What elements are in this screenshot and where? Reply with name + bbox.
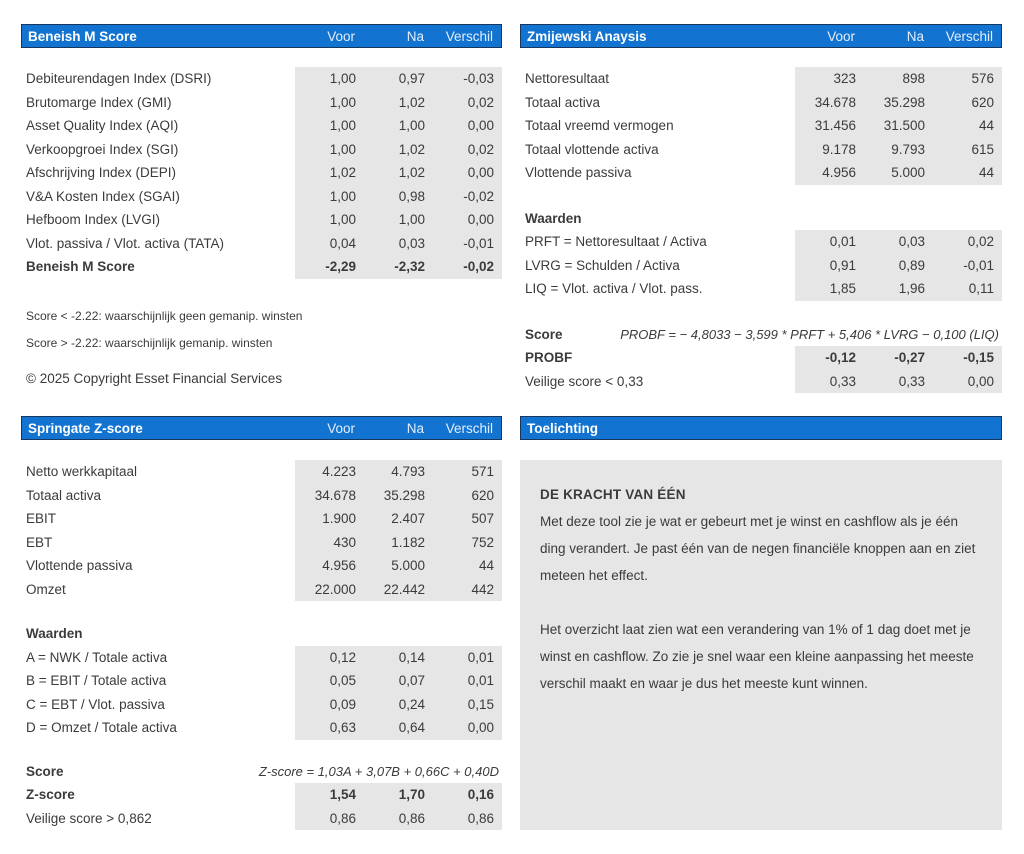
value-verschil: 44 — [933, 161, 1002, 185]
value-verschil: 620 — [933, 91, 1002, 115]
safe-score-row — [21, 807, 502, 831]
row-label: LIQ = Vlot. activa / Vlot. pass. — [525, 281, 703, 296]
springate-panel — [21, 416, 502, 830]
column-header-voor: Voor — [827, 28, 855, 44]
value-verschil: 0,02 — [933, 230, 1002, 254]
note-paragraph-1: Met deze tool zie je wat er gebeurt met je winst en cashflow als je één ding verandert. Je past één van de negen financiële knoppen aan en ziet meteen het effect. — [540, 514, 976, 583]
value-voor: -0,12 — [795, 346, 864, 370]
toelichting-note-box — [520, 460, 1002, 830]
zmijewski-score-row — [520, 323, 1002, 347]
value-na: 0,03 — [864, 230, 933, 254]
value-verschil: 0,11 — [933, 277, 1002, 301]
value-voor: 4.223 — [295, 460, 364, 484]
value-na: 9.793 — [864, 138, 933, 162]
table-row — [21, 208, 502, 232]
row-label: Vlottende passiva — [525, 165, 632, 180]
row-label: Afschrijving Index (DEPI) — [26, 165, 177, 180]
waarden-section-label: Waarden — [525, 210, 582, 226]
value-voor: 1,00 — [295, 138, 364, 162]
value-verschil: 752 — [433, 531, 502, 555]
value-verschil: 615 — [933, 138, 1002, 162]
column-header-voor: Voor — [327, 28, 355, 44]
value-voor: 1,85 — [795, 277, 864, 301]
value-na: 35.298 — [864, 91, 933, 115]
row-label: Veilige score < 0,33 — [525, 373, 644, 389]
table-row — [520, 161, 1002, 185]
value-voor: 0,86 — [295, 807, 364, 831]
value-voor: 4.956 — [295, 554, 364, 578]
table-row — [21, 646, 502, 670]
value-verschil: 0,16 — [433, 783, 502, 807]
table-row — [21, 716, 502, 740]
table-row — [520, 138, 1002, 162]
table-row — [520, 277, 1002, 301]
value-na: 0,14 — [364, 646, 433, 670]
value-voor: 31.456 — [795, 114, 864, 138]
value-voor: 1,00 — [295, 208, 364, 232]
zmijewski-header-bar — [520, 24, 1002, 48]
value-verschil: 442 — [433, 578, 502, 602]
probf-formula: PROBF = − 4,8033 − 3,599 * PRFT + 5,406 * LVRG − 0,100 (LIQ) — [620, 326, 999, 342]
value-voor: 0,04 — [295, 232, 364, 256]
table-row — [21, 91, 502, 115]
zscore-formula: Z-score = 1,03A + 3,07B + 0,66C + 0,40D — [258, 763, 499, 779]
value-na: 0,89 — [864, 254, 933, 278]
value-verschil: 0,86 — [433, 807, 502, 831]
column-header-na: Na — [406, 420, 424, 436]
value-verschil: 571 — [433, 460, 502, 484]
row-label: Totaal vreemd vermogen — [525, 118, 674, 133]
value-verschil: 576 — [933, 67, 1002, 91]
beneish-panel — [21, 24, 502, 388]
value-verschil: 0,00 — [433, 114, 502, 138]
value-voor: 4.956 — [795, 161, 864, 185]
value-verschil: 507 — [433, 507, 502, 531]
row-label: PROBF — [525, 350, 573, 365]
row-label: C = EBT / Vlot. passiva — [26, 696, 165, 712]
row-label: EBIT — [26, 511, 57, 526]
value-na: 31.500 — [864, 114, 933, 138]
table-row — [21, 232, 502, 256]
row-label: Hefboom Index (LVGI) — [26, 212, 161, 227]
value-verschil: 0,00 — [933, 370, 1002, 394]
value-voor: 34.678 — [795, 91, 864, 115]
row-label: Totaal activa — [525, 94, 601, 110]
value-voor: 0,09 — [295, 693, 364, 717]
value-na: 1,96 — [864, 277, 933, 301]
table-row — [21, 507, 502, 531]
table-row — [21, 693, 502, 717]
table-row — [21, 531, 502, 555]
value-voor: 1,00 — [295, 185, 364, 209]
springate-header-bar — [21, 416, 502, 440]
row-label: Veilige score > 0,862 — [26, 810, 152, 826]
toelichting-header-bar — [520, 416, 1002, 440]
row-label: V&A Kosten Index (SGAI) — [26, 188, 180, 204]
probf-row — [520, 346, 1002, 370]
table-row — [520, 114, 1002, 138]
row-label: B = EBIT / Totale activa — [26, 673, 167, 688]
value-verschil: 0,00 — [433, 716, 502, 740]
value-voor: 1,00 — [295, 114, 364, 138]
value-verschil: 44 — [933, 114, 1002, 138]
value-na: 0,07 — [364, 669, 433, 693]
value-na: -2,32 — [364, 255, 433, 279]
value-voor: 1,02 — [295, 161, 364, 185]
table-row — [520, 91, 1002, 115]
table-row — [21, 67, 502, 91]
value-verschil: 0,02 — [433, 138, 502, 162]
value-verschil: -0,15 — [933, 346, 1002, 370]
value-na: 5.000 — [364, 554, 433, 578]
value-na: 22.442 — [364, 578, 433, 602]
value-verschil: 0,00 — [433, 208, 502, 232]
value-voor: 22.000 — [295, 578, 364, 602]
row-label: Verkoopgroei Index (SGI) — [26, 141, 179, 157]
value-verschil: -0,03 — [433, 67, 502, 91]
value-na: 0,64 — [364, 716, 433, 740]
value-na: 0,24 — [364, 693, 433, 717]
row-label: Vlot. passiva / Vlot. activa (TATA) — [26, 235, 225, 251]
value-verschil: -0,01 — [433, 232, 502, 256]
table-row — [21, 161, 502, 185]
value-na: 0,03 — [364, 232, 433, 256]
value-voor: 1,00 — [295, 91, 364, 115]
row-label: Beneish M Score — [26, 259, 135, 274]
value-voor: 1,00 — [295, 67, 364, 91]
column-header-verschil: Verschil — [445, 28, 493, 44]
column-header-na: Na — [906, 28, 924, 44]
value-verschil: -0,01 — [933, 254, 1002, 278]
table-row — [21, 460, 502, 484]
row-label: Vlottende passiva — [26, 558, 133, 573]
value-na: 0,33 — [864, 370, 933, 394]
table-row — [21, 554, 502, 578]
column-header-voor: Voor — [327, 420, 355, 436]
value-na: -0,27 — [864, 346, 933, 370]
value-verschil: 0,01 — [433, 646, 502, 670]
row-label: PRFT = Nettoresultaat / Activa — [525, 234, 707, 249]
value-verschil: 0,02 — [433, 91, 502, 115]
table-row — [21, 114, 502, 138]
score-label: Score — [26, 763, 64, 779]
safe-score-row — [520, 370, 1002, 394]
value-voor: 0,91 — [795, 254, 864, 278]
row-label: LVRG = Schulden / Activa — [525, 257, 680, 273]
springate-score-row — [21, 760, 502, 784]
zmijewski-panel — [520, 24, 1002, 393]
beneish-note-low: Score < -2.22: waarschijnlijk geen gemanip. winsten — [26, 308, 303, 323]
value-na: 0,98 — [364, 185, 433, 209]
value-na: 0,86 — [364, 807, 433, 831]
value-voor: 0,63 — [295, 716, 364, 740]
value-verschil: 44 — [433, 554, 502, 578]
value-na: 1,00 — [364, 208, 433, 232]
row-label: A = NWK / Totale activa — [26, 649, 168, 665]
value-verschil: 0,00 — [433, 161, 502, 185]
value-na: 4.793 — [364, 460, 433, 484]
copyright-text: © 2025 Copyright Esset Financial Services — [26, 370, 283, 386]
value-verschil: 0,15 — [433, 693, 502, 717]
column-header-verschil: Verschil — [945, 28, 993, 44]
table-row — [520, 254, 1002, 278]
row-label: Z-score — [26, 787, 75, 802]
value-na: 1,02 — [364, 138, 433, 162]
table-row — [21, 669, 502, 693]
zscore-row — [21, 783, 502, 807]
note-paragraph-2: Het overzicht laat zien wat een verandering van 1% of 1 dag doet met je winst en cashflow. Zo zie je snel waar een kleine aanpassing het meeste verschil maakt en waar je dus het meeste kunt winnen. — [540, 622, 974, 691]
note-heading: DE KRACHT VAN ÉÉN — [540, 487, 686, 502]
row-label: Debiteurendagen Index (DSRI) — [26, 71, 212, 86]
table-row — [21, 138, 502, 162]
value-voor: 323 — [795, 67, 864, 91]
value-voor: -2,29 — [295, 255, 364, 279]
value-verschil: 0,01 — [433, 669, 502, 693]
row-label: Totaal vlottende activa — [525, 141, 659, 157]
value-voor: 430 — [295, 531, 364, 555]
row-label: Nettoresultaat — [525, 71, 610, 86]
beneish-total-row — [21, 255, 502, 279]
value-verschil: -0,02 — [433, 255, 502, 279]
table-row — [21, 185, 502, 209]
beneish-title: Beneish M Score — [28, 28, 137, 44]
column-header-verschil: Verschil — [445, 420, 493, 436]
row-label: Omzet — [26, 581, 66, 597]
value-voor: 0,12 — [295, 646, 364, 670]
zmijewski-title: Zmijewski Anaysis — [527, 28, 647, 44]
value-voor: 0,01 — [795, 230, 864, 254]
value-na: 1,00 — [364, 114, 433, 138]
row-label: Asset Quality Index (AQI) — [26, 118, 179, 133]
value-na: 5.000 — [864, 161, 933, 185]
row-label: EBT — [26, 534, 53, 550]
value-voor: 1.900 — [295, 507, 364, 531]
value-voor: 1,54 — [295, 783, 364, 807]
value-na: 35.298 — [364, 484, 433, 508]
column-header-na: Na — [406, 28, 424, 44]
beneish-header-bar — [21, 24, 502, 48]
value-na: 1,02 — [364, 161, 433, 185]
table-row — [21, 578, 502, 602]
value-voor: 0,05 — [295, 669, 364, 693]
value-verschil: 620 — [433, 484, 502, 508]
value-na: 0,97 — [364, 67, 433, 91]
value-voor: 34.678 — [295, 484, 364, 508]
toelichting-title: Toelichting — [527, 420, 598, 436]
row-label: D = Omzet / Totale activa — [26, 720, 177, 735]
score-label: Score — [525, 326, 563, 342]
waarden-section-label: Waarden — [26, 626, 83, 641]
value-na: 1,70 — [364, 783, 433, 807]
value-na: 898 — [864, 67, 933, 91]
value-na: 1,02 — [364, 91, 433, 115]
springate-title: Springate Z-score — [28, 420, 143, 436]
row-label: Brutomarge Index (GMI) — [26, 94, 172, 110]
value-voor: 9.178 — [795, 138, 864, 162]
value-verschil: -0,02 — [433, 185, 502, 209]
toelichting-panel — [520, 416, 1002, 830]
value-na: 1.182 — [364, 531, 433, 555]
table-row — [520, 230, 1002, 254]
table-row — [520, 67, 1002, 91]
value-na: 2.407 — [364, 507, 433, 531]
row-label: Totaal activa — [26, 487, 102, 503]
beneish-note-high: Score > -2.22: waarschijnlijk gemanip. winsten — [26, 335, 273, 350]
table-row — [21, 484, 502, 508]
value-voor: 0,33 — [795, 370, 864, 394]
row-label: Netto werkkapitaal — [26, 464, 138, 479]
